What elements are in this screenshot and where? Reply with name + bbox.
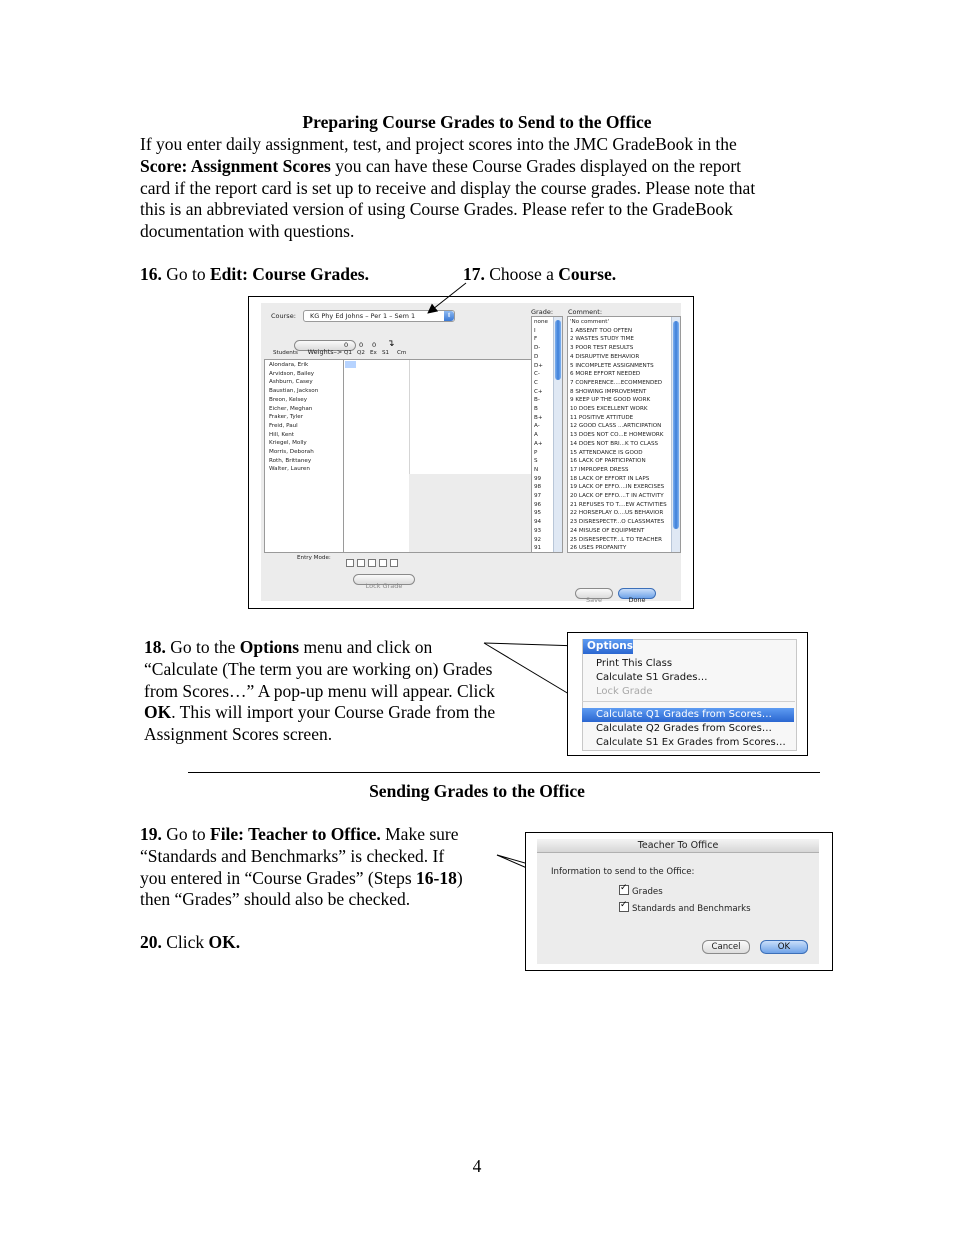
intro-line: card if the report card is set up to receive and display the course grades. Please note that: [140, 177, 756, 198]
grade-option[interactable]: none: [534, 319, 548, 325]
section-divider: [188, 772, 820, 773]
comment-option[interactable]: 1 ABSENT TOO OFTEN: [570, 327, 633, 334]
comment-option[interactable]: 8 SHOWING IMPROVEMENT: [570, 388, 647, 395]
intro-line: Score: Assignment Scores you can have these Course Grades displayed on the report: [140, 155, 742, 176]
column-s1: S1: [382, 350, 390, 356]
student-row[interactable]: Ashburn, Casey: [269, 379, 313, 386]
student-row[interactable]: Walter, Lauren: [269, 466, 310, 473]
grades-option[interactable]: [619, 885, 663, 897]
menu-item-calculate-s1-ex-grades[interactable]: Calculate S1 Ex Grades from Scores…: [596, 737, 786, 748]
grade-option[interactable]: 97: [534, 493, 542, 500]
grade-option[interactable]: B+: [534, 414, 543, 421]
step-18-line: “Calculate (The term you are working on) Grades: [144, 658, 493, 679]
grade-option[interactable]: 93: [534, 527, 542, 534]
save-button[interactable]: Save: [575, 588, 613, 599]
student-row[interactable]: Morris, Deborah: [269, 449, 314, 456]
grade-option[interactable]: C: [534, 379, 538, 386]
step-16: 16. Go to Edit: Course Grades.: [140, 264, 369, 284]
step-18-line: Assignment Scores screen.: [144, 724, 333, 745]
comment-option[interactable]: 15 ATTENDANCE IS GOOD: [570, 449, 643, 456]
dialog-prompt: Information to send to the Office:: [551, 867, 695, 877]
comment-option[interactable]: 23 DISRESPECTF...O CLASSMATES: [570, 519, 665, 526]
student-row[interactable]: Arvidson, Bailey: [269, 370, 315, 377]
ok-button[interactable]: OK: [760, 940, 808, 954]
menu-separator: [582, 701, 795, 702]
dialog-title: Teacher To Office: [537, 839, 819, 853]
grade-option[interactable]: D: [534, 353, 539, 360]
student-row[interactable]: Breon, Kelsey: [269, 396, 308, 403]
grade-option[interactable]: 99: [534, 475, 542, 482]
cancel-button[interactable]: Cancel: [702, 940, 750, 954]
comment-option[interactable]: 12 GOOD CLASS ...ARTICIPATION: [570, 423, 662, 430]
student-row[interactable]: Roth, Brittaney: [269, 457, 312, 464]
grade-option[interactable]: 94: [534, 519, 542, 526]
comment-option[interactable]: 14 DOES NOT BRI...K TO CLASS: [570, 440, 659, 447]
grade-option[interactable]: B-: [534, 397, 540, 404]
comment-option[interactable]: 4 DISRUPTIVE BEHAVIOR: [570, 353, 640, 360]
intro-line: documentation with questions.: [140, 221, 355, 242]
step-18-line: 18. Go to the Options menu and click on: [144, 637, 433, 657]
chevron-updown-icon: ⇕: [444, 311, 454, 321]
comment-option[interactable]: 20 LACK OF EFFO....T IN ACTIVITY: [570, 493, 664, 500]
grade-option[interactable]: S: [534, 458, 538, 465]
column-q2: Q2: [357, 350, 365, 356]
teacher-to-office-dialog: [537, 839, 819, 964]
comment-option[interactable]: 9 KEEP UP THE GOOD WORK: [570, 397, 651, 404]
step-19-line: then “Grades” should also be checked.: [140, 889, 411, 910]
options-menu-screenshot: [567, 632, 808, 756]
entry-mode-label: Entry Mode:: [297, 555, 331, 561]
step-19: [140, 824, 500, 911]
grades-option-label: Grades: [632, 887, 663, 897]
intro-line: this is an abbreviated version of using Course Grades. Please refer to the GradeBook: [140, 199, 733, 220]
comment-option[interactable]: 10 DOES EXCELLENT WORK: [570, 406, 648, 413]
options-menu-title[interactable]: Options: [583, 639, 633, 654]
menu-item-calculate-s1-grades[interactable]: Calculate S1 Grades…: [596, 672, 708, 683]
lock-grade-button[interactable]: Lock Grade: [353, 574, 415, 585]
grade-option[interactable]: D-: [534, 345, 541, 352]
section-heading: Preparing Course Grades to Send to the Office: [302, 112, 652, 132]
menu-item-print-this-class[interactable]: Print This Class: [596, 658, 673, 669]
teacher-to-office-screenshot: [525, 832, 833, 971]
grade-option[interactable]: P: [534, 449, 538, 456]
comment-option[interactable]: 5 INCOMPLETE ASSIGNMENTS: [570, 362, 654, 369]
step-19-line: 19. Go to File: Teacher to Office. Make sure: [140, 824, 459, 844]
comment-option[interactable]: 21 REFUSES TO T....EW ACTIVITIES: [570, 501, 667, 508]
grade-option[interactable]: N: [534, 466, 539, 473]
grade-header: Grade:: [531, 308, 554, 316]
page-number: 4: [472, 1156, 482, 1176]
grades-checkbox[interactable]: [619, 885, 629, 895]
grade-option[interactable]: 91: [534, 545, 542, 552]
comment-option[interactable]: 13 DOES NOT CO...E HOMEWORK: [570, 432, 664, 439]
column-ex: Ex: [370, 350, 377, 356]
comment-header: Comment:: [568, 308, 603, 316]
standards-option-label: Standards and Benchmarks: [632, 904, 751, 914]
comment-option[interactable]: 11 POSITIVE ATTITUDE: [570, 414, 634, 421]
grade-option[interactable]: 96: [534, 501, 542, 508]
comment-option[interactable]: 17 IMPROPER DRESS: [570, 466, 629, 473]
step-19-line: “Standards and Benchmarks” is checked. If: [140, 845, 445, 866]
comment-option[interactable]: 25 DISRESPECTF...L TO TEACHER: [570, 536, 662, 543]
step-18-line: from Scores…” A pop-up menu will appear. Click: [144, 680, 495, 701]
grade-option[interactable]: A: [534, 432, 538, 439]
student-row[interactable]: Baustian, Jackson: [269, 388, 319, 395]
menu-item-lock-grade: Lock Grade: [596, 686, 653, 697]
grade-option[interactable]: A-: [534, 423, 540, 430]
student-row[interactable]: Freid, Paul: [269, 422, 298, 429]
comment-option[interactable]: 26 USES PROFANITY: [570, 545, 627, 552]
grade-option[interactable]: C-: [534, 371, 540, 378]
weights-button[interactable]: Weights–>: [294, 340, 356, 351]
section-heading: Sending Grades to the Office: [369, 781, 585, 801]
grade-option[interactable]: A+: [534, 440, 543, 447]
comment-option[interactable]: 2 WASTES STUDY TIME: [570, 336, 634, 343]
step-18-line: OK. This will import your Course Grade from the: [144, 702, 496, 723]
intro-line: If you enter daily assignment, test, and project scores into the JMC GradeBook in the: [140, 134, 737, 154]
step-17: 17. Choose a Course.: [463, 264, 617, 284]
comment-option[interactable]: 18 LACK OF EFFORT IN LAPS: [570, 475, 650, 482]
student-row[interactable]: Hill, Kent: [269, 431, 294, 438]
students-header: Students: [273, 350, 298, 356]
grade-option[interactable]: D+: [534, 362, 543, 369]
step-20: 20. Click OK.: [140, 932, 241, 952]
student-row[interactable]: Alondara, Erik: [269, 362, 309, 368]
comment-option[interactable]: 3 POOR TEST RESULTS: [570, 345, 634, 352]
grade-option[interactable]: 92: [534, 536, 542, 543]
arrow-to-course-select: [428, 283, 466, 313]
weight-q1: 0: [344, 341, 349, 349]
comment-option[interactable]: 6 MORE EFFORT NEEDED: [570, 371, 641, 378]
column-cm: Cm: [397, 350, 407, 356]
grade-option[interactable]: I: [534, 327, 536, 334]
weight-q2: 0: [359, 341, 364, 349]
comment-option[interactable]: 24 MISUSE OF EQUIPMENT: [570, 527, 645, 534]
standards-checkbox[interactable]: [619, 902, 629, 912]
course-label: Course:: [271, 312, 296, 320]
grade-option[interactable]: B: [534, 406, 538, 413]
weight-ex: 0: [372, 341, 377, 349]
comment-option[interactable]: 'No comment': [570, 319, 610, 325]
grade-option[interactable]: C+: [534, 388, 543, 395]
comment-option[interactable]: 19 LACK OF EFFO....IN EXERCISES: [570, 484, 665, 491]
menu-item-calculate-q2-grades[interactable]: Calculate Q2 Grades from Scores…: [596, 723, 772, 734]
course-select-value: KG Phy Ed Johns – Per 1 – Sem 1: [310, 312, 416, 320]
column-q1: Q1: [344, 350, 352, 356]
arrow-down-icon: ↴: [387, 339, 395, 349]
done-button[interactable]: Done: [618, 588, 656, 599]
student-row[interactable]: Fraker, Tyler: [269, 414, 304, 421]
standards-option[interactable]: [619, 902, 751, 914]
comment-option[interactable]: 22 HORSEPLAY O....US BEHAVIOR: [570, 510, 664, 517]
grade-option[interactable]: F: [534, 336, 538, 343]
grade-option[interactable]: 98: [534, 484, 542, 491]
menu-item-calculate-q1-grades[interactable]: Calculate Q1 Grades from Scores…: [582, 708, 794, 722]
comment-option[interactable]: 16 LACK OF PARTICIPATION: [570, 458, 646, 465]
step-18: [144, 637, 544, 746]
grade-option[interactable]: 95: [534, 510, 542, 517]
student-row[interactable]: Kriegel, Molly: [269, 440, 307, 447]
step-19-line: you entered in “Course Grades” (Steps 16-18): [140, 867, 463, 888]
comment-option[interactable]: 7 CONFERENCE....ECOMMENDED: [570, 379, 663, 386]
student-row[interactable]: Eicher, Meghan: [269, 405, 313, 412]
